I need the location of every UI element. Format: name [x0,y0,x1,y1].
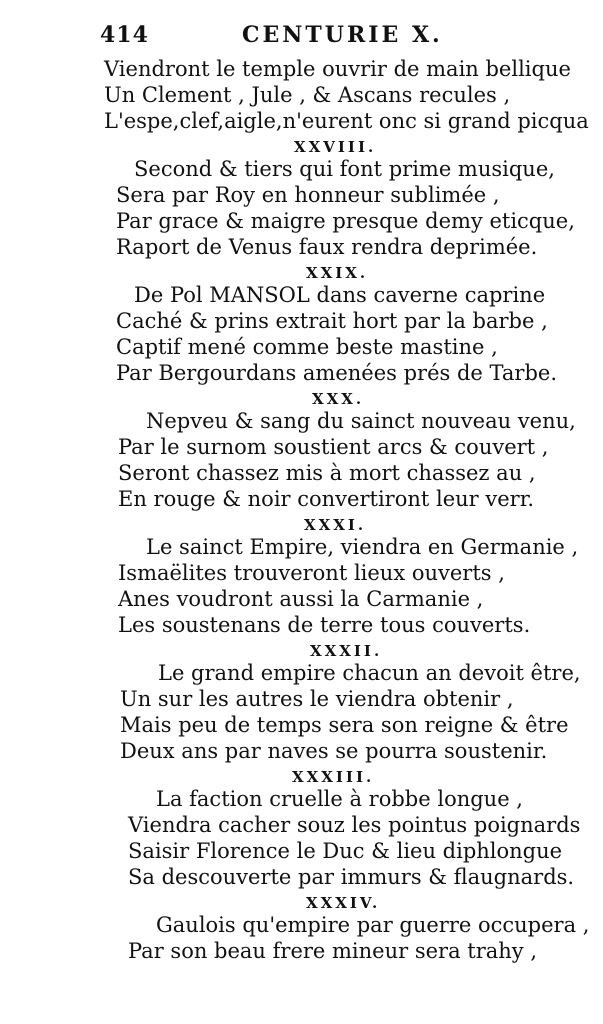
running-header [100,22,460,52]
verse-line: Seront chassez mis à mort chassez au , [118,461,536,485]
quatrain-number: XXXIII. [292,768,375,786]
verse-line: Saisir Florence le Duc & lieu diphlongue [128,839,563,863]
running-title: CENTURIE X. [242,22,443,48]
verse-line: Par son beau frere mineur sera trahy , [128,939,538,963]
verse-line: La faction cruelle à robbe longue , [156,787,523,811]
verse-line: Gaulois qu'empire par guerre occupera , [156,913,590,937]
verse-line: Un sur les autres le viendra obtenir , [120,687,514,711]
verse-line: Anes voudront aussi la Carmanie , [118,587,484,611]
verse-line: Deux ans par naves se pourra soustenir. [120,739,548,763]
verse-line: Mais peu de temps sera son reigne & être [120,713,569,737]
verse-line: Second & tiers qui font prime musique, [134,157,555,181]
verse-line: Par le surnom soustient arcs & couvert , [118,435,549,459]
verse-line: Sa descouverte par immurs & flaugnards. [128,865,575,889]
verse-line: Le sainct Empire, viendra en Germanie , [146,535,579,559]
quatrain-number: XXXII. [310,642,383,660]
quatrain-number: XXVIII. [294,138,377,156]
verse-line: Le grand empire chacun an devoit être, [158,661,581,685]
verse-line: Par grace & maigre presque demy eticque, [116,209,575,233]
verse-line: Captif mené comme beste mastine , [116,335,498,359]
quatrain-number: XXIX. [306,264,369,282]
quatrain-number: XXXIV. [306,894,381,912]
verse-line: Viendra cacher souz les pointus poignards [128,813,581,837]
verse-line: Par Bergourdans amenées prés de Tarbe. [116,361,557,385]
verse-line: L'espe,clef,aigle,n'eurent onc si grand picqua [104,109,589,133]
verse-line: Caché & prins extrait hort par la barbe , [116,309,548,333]
verse-line: Un Clement , Jule , & Ascans recules , [104,83,511,107]
verse-line: Ismaëlites trouveront lieux ouverts , [118,561,505,585]
verse-line: Raport de Venus faux rendra deprimée. [116,235,538,259]
quatrain-number: XXXI. [304,516,367,534]
verse-line: De Pol MANSOL dans caverne caprine [134,283,546,307]
verse-line: Nepveu & sang du sainct nouveau venu, [146,409,576,433]
verse-line: Les soustenans de terre tous couverts. [118,613,531,637]
verse-line: Viendront le temple ouvrir de main bellique [104,57,571,81]
quatrain-number: XXX. [312,390,365,408]
page-number: 414 [100,22,149,48]
verse-line: En rouge & noir convertiront leur verr. [118,487,535,511]
verse-line: Sera par Roy en honneur sublimée , [116,183,500,207]
